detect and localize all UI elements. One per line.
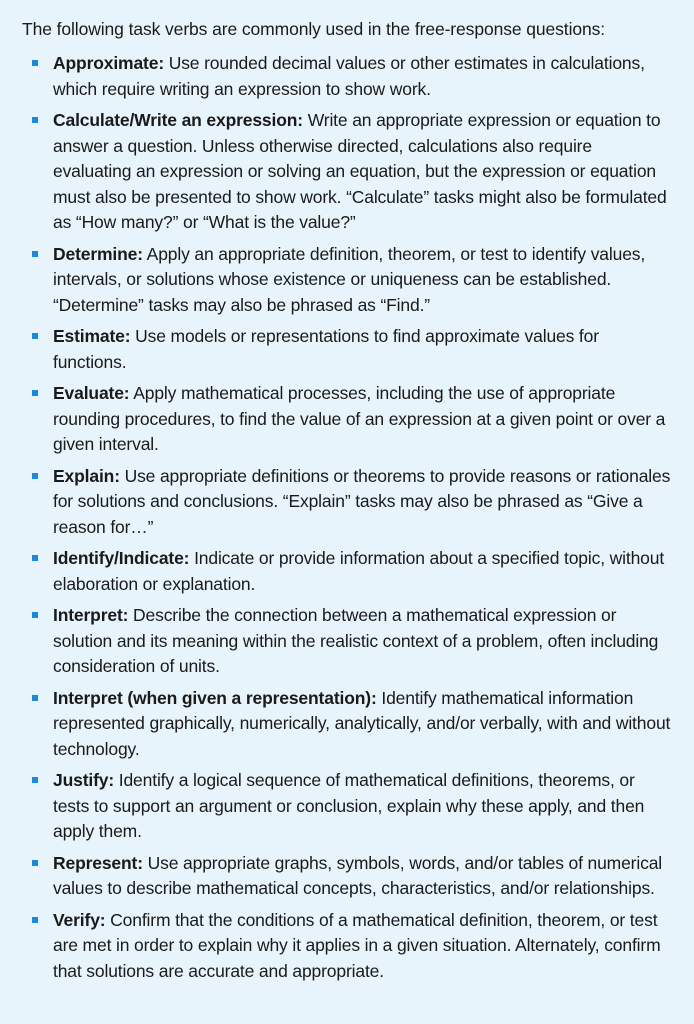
square-bullet-icon [32, 60, 38, 66]
intro-text: The following task verbs are commonly used in the free-response questions: [22, 19, 606, 39]
task-verb-definition: Write an appropriate expression or equation to answer a question. Unless otherwise directed, calculations also require evaluating an expression or solving an equation, but the expression or equation must also be presented to show work. “Calculate” tasks might also be formulated as “How many?” or “What is the value?” [53, 110, 667, 232]
task-verb-term: Estimate: [53, 326, 131, 346]
task-verb-definition: Use rounded decimal values or other estimates in calculations, which require writing an expression to show work. [53, 53, 645, 99]
task-verb-item [22, 464, 672, 541]
task-verb-term: Interpret (when given a representation): [53, 687, 377, 708]
task-verb-definition: Describe the connection between a mathematical expression or solution and its meaning within the realistic context of a problem, often including consideration of units. [53, 605, 659, 676]
task-verb-term: Represent: [53, 852, 143, 873]
task-verb-term: Evaluate: [53, 383, 130, 403]
task-verb-definition: Confirm that the conditions of a mathematical definition, theorem, or test are met in order to explain why it applies in a given situation. Alternately, confirm that solutions are accurate and appropriate. [53, 909, 661, 981]
task-verb-list [22, 51, 672, 984]
task-verb-item [22, 51, 672, 102]
task-verb-item [22, 686, 672, 763]
task-verb-definition: Identify a logical sequence of mathematical definitions, theorems, or tests to support an argument or conclusion, explain why these apply, and then apply them. [53, 770, 645, 841]
square-bullet-icon [32, 695, 38, 701]
square-bullet-icon [32, 860, 38, 866]
task-verb-item [22, 108, 672, 236]
task-verb-item [22, 603, 672, 680]
task-verb-term: Justify: [53, 770, 115, 790]
task-verb-item [22, 242, 672, 319]
square-bullet-icon [32, 473, 38, 479]
task-verb-term: Calculate/Write an expression: [53, 110, 303, 130]
task-verb-definition: Use models or representations to find approximate values for functions. [53, 326, 599, 372]
square-bullet-icon [32, 117, 38, 123]
task-verb-term: Explain: [53, 465, 120, 486]
task-verb-item [22, 768, 672, 845]
task-verb-term: Determine: [53, 243, 143, 264]
task-verb-term: Identify/Indicate: [53, 548, 190, 568]
square-bullet-icon [32, 612, 38, 618]
task-verb-item [22, 851, 672, 902]
square-bullet-icon [32, 390, 38, 396]
task-verb-definition: Indicate or provide information about a specified topic, without elaboration or explanation. [53, 548, 665, 594]
task-verb-item [22, 908, 672, 985]
task-verb-item [22, 546, 672, 597]
task-verb-term: Verify: [53, 909, 106, 930]
task-verb-definition: Use appropriate definitions or theorems to provide reasons or rationales for solutions and conclusions. “Explain” tasks may also be phrased as “Give a reason for…” [53, 465, 671, 537]
square-bullet-icon [32, 555, 38, 561]
square-bullet-icon [32, 251, 38, 257]
task-verb-definition: Use appropriate graphs, symbols, words, and/or tables of numerical values to describe mathematical concepts, characteristics, and/or relationships. [53, 852, 663, 898]
square-bullet-icon [32, 917, 38, 923]
task-verb-definition: Apply mathematical processes, including the use of appropriate rounding procedures, to find the value of an expression at a given point or over a given interval. [53, 383, 666, 454]
task-verb-term: Approximate: [53, 53, 164, 73]
task-verb-definition: Apply an appropriate definition, theorem, or test to identify values, intervals, or solutions whose existence or uniqueness can be established. “Determine” tasks may also be phrased as “Find.” [53, 243, 646, 315]
square-bullet-icon [32, 777, 38, 783]
task-verb-item [22, 324, 672, 375]
task-verb-term: Interpret: [53, 605, 129, 625]
task-verb-item [22, 381, 672, 458]
task-verb-definition: Identify mathematical information represented graphically, numerically, analytically, and/or verbally, with and without technology. [53, 687, 671, 759]
square-bullet-icon [32, 333, 38, 339]
